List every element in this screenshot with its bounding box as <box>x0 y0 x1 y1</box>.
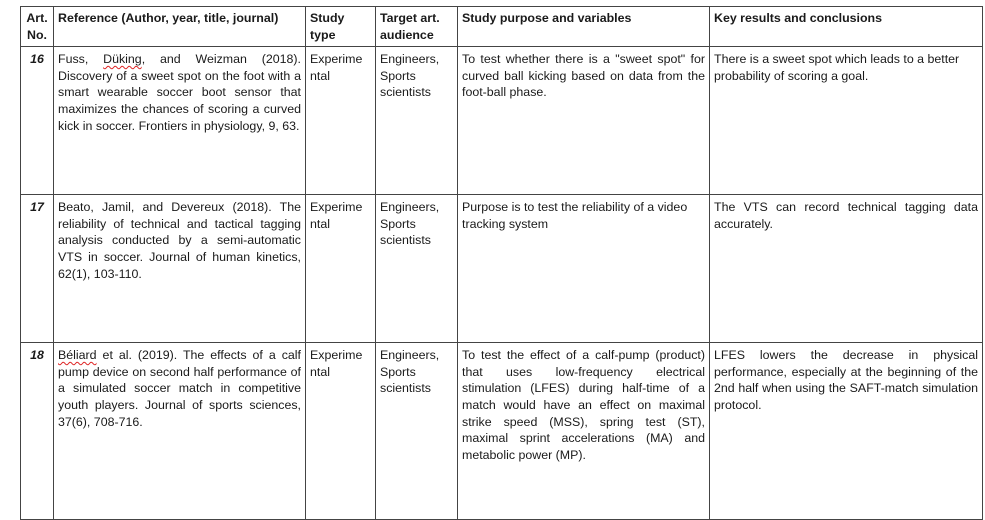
table-row <box>21 195 983 343</box>
study-type-cell: Experime ntal <box>306 47 376 195</box>
reference-cell: Beato, Jamil, and Devereux (2018). The reliability of technical and tactical tagging analysis conducted by a semi-automatic VTS in soccer. Journal of human kinetics, 62(1), 103-110. <box>54 195 306 343</box>
audience-cell: Engineers, Sports scientists <box>376 343 458 520</box>
results-cell: The VTS can record technical tagging data accurately. <box>710 195 983 343</box>
table-row <box>21 343 983 520</box>
art-no-cell: 18 <box>21 343 54 520</box>
reference-cell <box>54 343 306 520</box>
art-no-cell: 17 <box>21 195 54 343</box>
header-study-type: Study type <box>306 7 376 47</box>
results-cell: There is a sweet spot which leads to a better probability of scoring a goal. <box>710 47 983 195</box>
study-type-cell: Experime ntal <box>306 343 376 520</box>
reference-text: , and Weizman (2018). Discovery of a sweet spot on the foot with a smart wearable soccer boot sensor that maximizes the chances of scoring a curved kick in soccer. Frontiers in physiology, 9, 63. <box>58 52 301 133</box>
purpose-cell: To test the effect of a calf-pump (product) that uses low-frequency electrical stimulation (LFES) during half-time of a match would have an effect on maximal strike speed (MSS), spring test (ST), maximal sprint accelerations (MA) and metabolic power (MP). <box>458 343 710 520</box>
art-no-cell: 16 <box>21 47 54 195</box>
study-type-cell: Experime ntal <box>306 195 376 343</box>
audience-cell: Engineers, Sports scientists <box>376 195 458 343</box>
table-row <box>21 47 983 195</box>
reference-author-text: Fuss, <box>58 52 104 67</box>
spellcheck-flagged-word: Béliard <box>58 348 97 363</box>
purpose-cell: To test whether there is a "sweet spot" for curved ball kicking based on data from the foot-ball phase. <box>458 47 710 195</box>
spellcheck-flagged-word: Düking <box>103 52 142 67</box>
header-target-audience: Target art. audience <box>376 7 458 47</box>
results-cell: LFES lowers the decrease in physical performance, especially at the beginning of the 2nd half when using the SAFT-match simulation protocol. <box>710 343 983 520</box>
reference-cell <box>54 47 306 195</box>
purpose-cell: Purpose is to test the reliability of a video tracking system <box>458 195 710 343</box>
header-art-no: Art. No. <box>21 7 54 47</box>
audience-cell: Engineers, Sports scientists <box>376 47 458 195</box>
literature-table <box>20 6 983 520</box>
reference-text: et al. (2019). The effects of a calf pump device on second half performance of a simulated soccer match in competitive youth players. Journal of sports sciences, 37(6), 708-716. <box>58 348 301 429</box>
header-purpose: Study purpose and variables <box>458 7 710 47</box>
header-results: Key results and conclusions <box>710 7 983 47</box>
header-reference: Reference (Author, year, title, journal) <box>54 7 306 47</box>
header-row <box>21 7 983 47</box>
